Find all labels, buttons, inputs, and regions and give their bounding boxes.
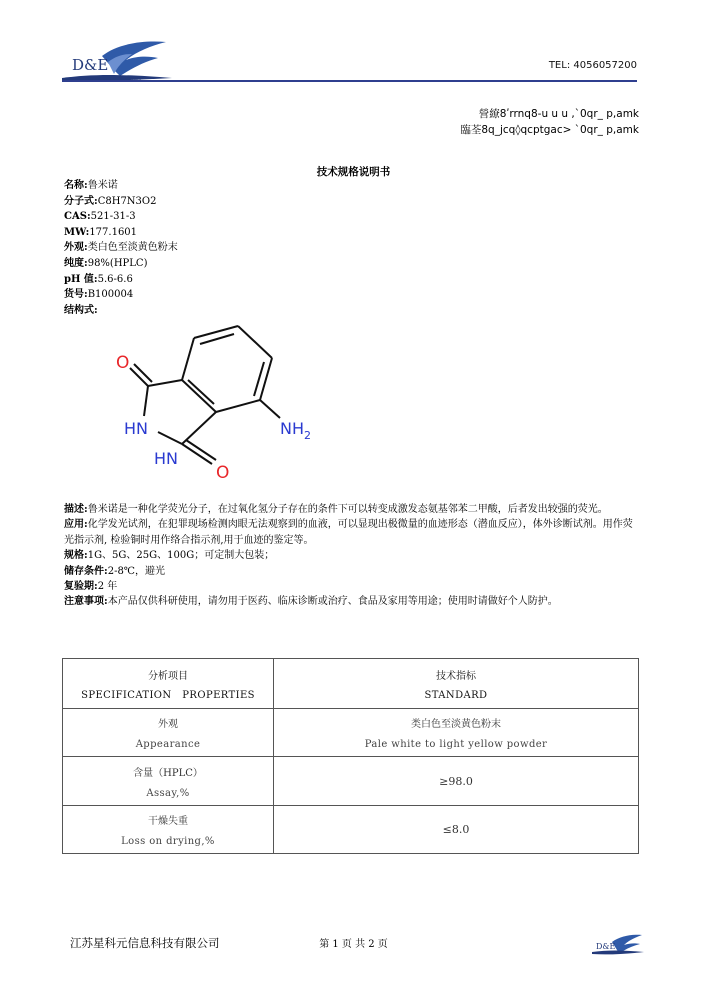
page-number: 第 1 页 共 2 页 [319, 939, 388, 950]
phone-number: TEL: 4056057200 [548, 60, 637, 71]
detail-specification: 规格:1G、5G、25G、100G；可定制大包装； [64, 550, 275, 562]
detail-storage: 储存条件:2-8℃，避光 [64, 565, 165, 577]
info-formula: 分子式:C8H7N3O2 [64, 195, 157, 207]
info-cas: CAS:521-31-3 [64, 211, 136, 223]
header-cell-properties: 分析项目 SPECIFICATION PROPERTIES [63, 659, 274, 709]
company-name: 江苏星科元信息科技有限公司 [70, 936, 220, 950]
header-garbled-line-1: 營繚8ʹrrnq8-u u u ,`0qr_ p,amk [478, 108, 639, 120]
specification-table [62, 658, 639, 854]
cell-standard-appearance: 类白色至淡黄色粉末 Pale white to light yellow powder [274, 709, 639, 757]
cell-item-assay: 含量（HPLC） Assay,% [63, 757, 274, 806]
table-row [63, 806, 639, 854]
footer-logo [592, 932, 644, 960]
info-purity: 纯度:98%(HPLC) [64, 257, 148, 269]
info-structure-label: 结构式: [64, 304, 98, 316]
info-catalog-number: 货号:B100004 [64, 289, 134, 301]
header-divider [62, 80, 637, 82]
info-ph: pH 值:5.6-6.6 [64, 273, 133, 285]
header-cell-standard: 技术指标 STANDARD [274, 659, 639, 709]
info-mw: MW:177.1601 [64, 226, 138, 238]
detail-precautions: 注意事项:本产品仅供科研使用，请勿用于医药、临床诊断或治疗、食品及家用等用途；使用时请做好个人防护。 [64, 596, 558, 608]
atom-oxygen-top: O [116, 353, 130, 373]
detail-retest-period: 复验期:2 年 [64, 581, 118, 593]
detail-description: 描述:鲁米诺是一种化学荧光分子，在过氧化氢分子存在的条件下可以转变成激发态氨基邻苯二甲酸，后者发出较强的荧光。 [64, 504, 608, 515]
header-garbled-line-2: 臨荃8q_jcq◊qcptgac> `0qr_ p,amk [460, 124, 639, 136]
cell-standard-loss-on-drying: ≤8.0 [274, 806, 639, 854]
detail-application: 应用:化学发光试剂，在犯罪现场检测肉眼无法观察到的血液，可以显现出极微量的血迹形态（潜血反应），体外诊断试剂。用作荧光指示剂, 检验铜时用作络合指示剂,用于血迹的鉴定等。 [64, 519, 633, 546]
luminol-structure-diagram [112, 316, 332, 492]
table-row [63, 757, 639, 806]
product-details [64, 502, 642, 610]
product-info-list [64, 178, 178, 318]
cell-item-loss-on-drying: 干燥失重 Loss on drying,% [63, 806, 274, 854]
cell-item-appearance: 外观 Appearance [63, 709, 274, 757]
table-header-row [63, 659, 639, 709]
atom-hn-upper: HN [124, 419, 148, 438]
cell-standard-assay: ≥98.0 [274, 757, 639, 806]
footer-logo-text: D&E [596, 942, 616, 951]
logo-wordmark: D&E [72, 56, 109, 74]
atom-oxygen-bottom: O [216, 463, 230, 483]
table-row [63, 709, 639, 757]
atom-amine: $NH_2$ [280, 419, 311, 442]
atom-hn-lower: HN [154, 449, 178, 468]
info-appearance: 外观:类白色至淡黄色粉末 [64, 242, 178, 254]
document-title: 技术规格说明书 [316, 166, 391, 178]
info-name: 名称:鲁米诺 [64, 180, 118, 191]
structure-bonds [130, 326, 280, 464]
